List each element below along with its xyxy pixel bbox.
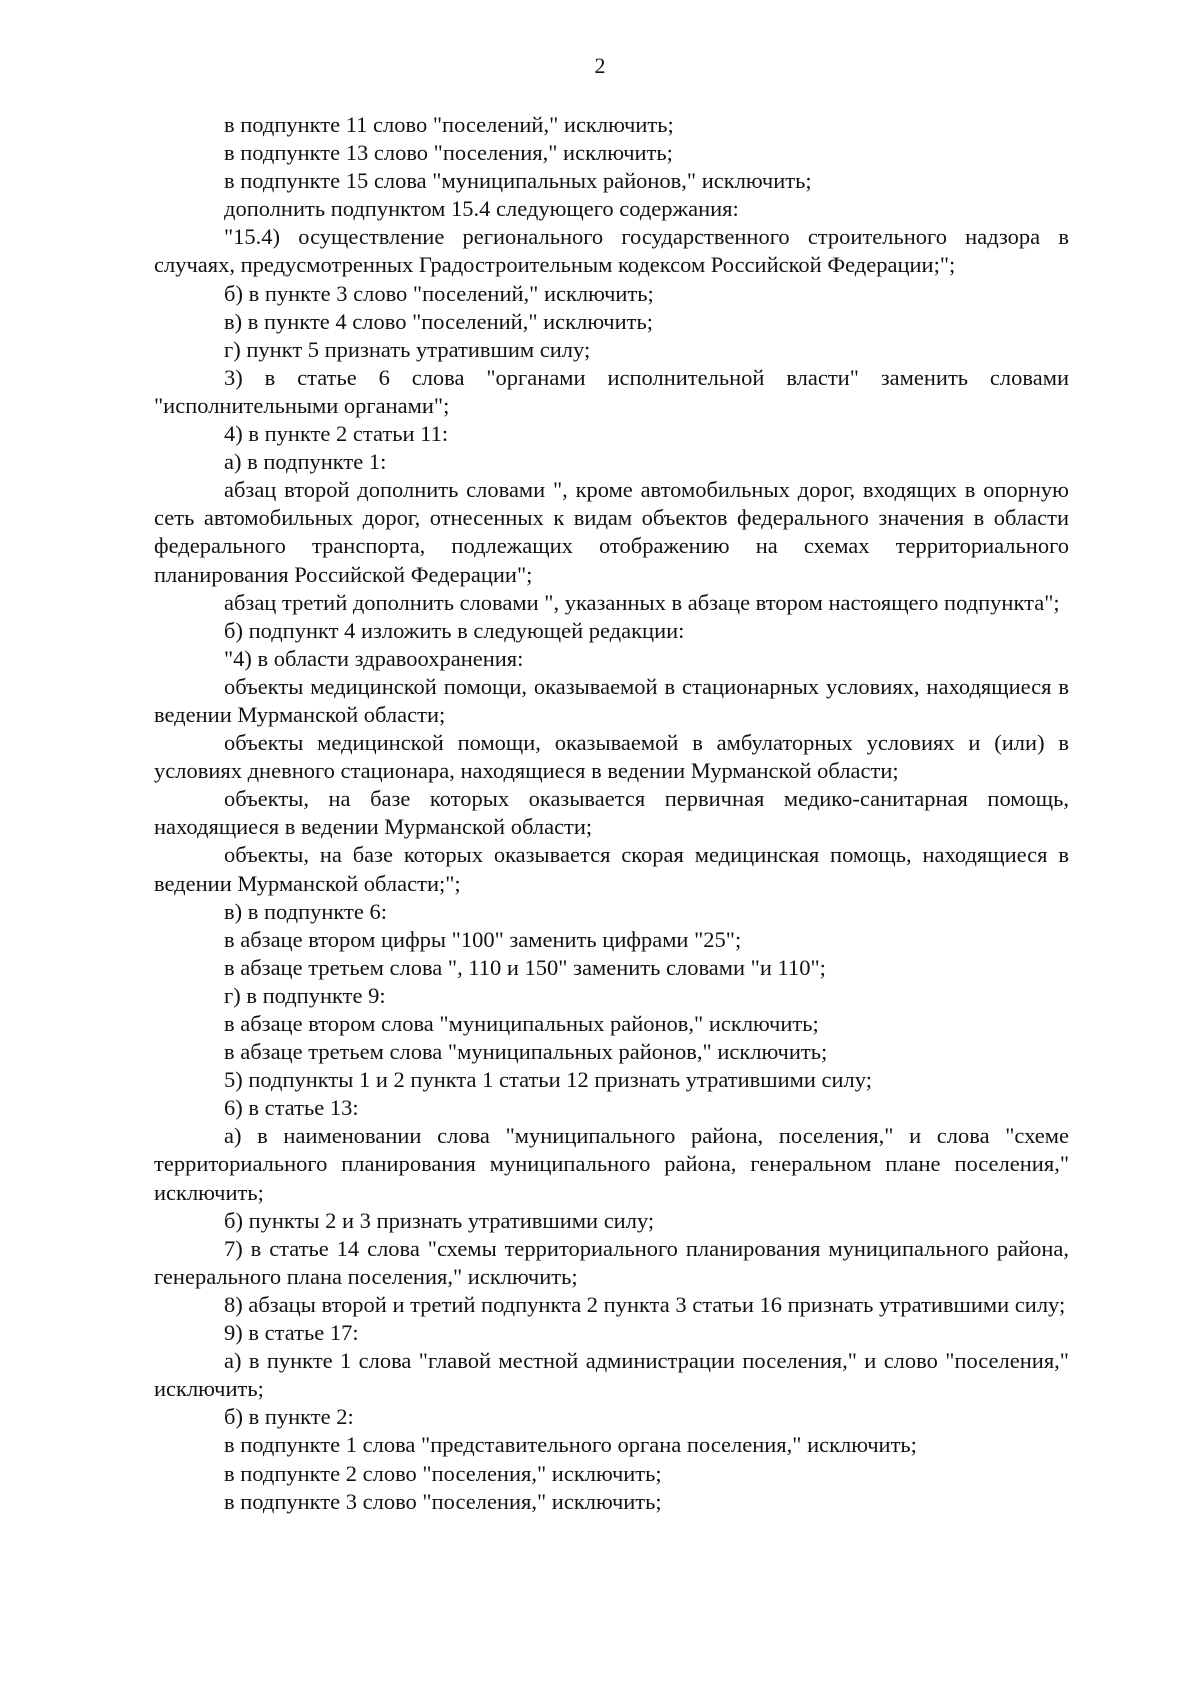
paragraph: 5) подпункты 1 и 2 пункта 1 статьи 12 признать утратившими силу; <box>224 1067 872 1093</box>
paragraph: 4) в пункте 2 статьи 11: <box>224 421 449 447</box>
paragraph: в подпункте 1 слова "представительного органа поселения," исключить; <box>224 1432 917 1458</box>
paragraph: 9) в статье 17: <box>224 1320 359 1346</box>
paragraph: а) в пункте 1 слова "главой местной администрации поселения," и слово "поселения," исключить; <box>154 1348 1069 1402</box>
paragraph: 8) абзацы второй и третий подпункта 2 пункта 3 статьи 16 признать утратившими силу; <box>224 1291 1066 1317</box>
paragraph: б) в пункте 2: <box>224 1404 354 1430</box>
paragraph: г) пункт 5 признать утратившим силу; <box>224 336 591 362</box>
paragraph: в абзаце втором слова "муниципальных районов," исключить; <box>224 1011 819 1036</box>
paragraph: б) подпункт 4 изложить в следующей редакции: <box>224 617 685 643</box>
paragraph: б) пункты 2 и 3 признать утратившими силу; <box>224 1207 655 1233</box>
paragraph: в абзаце третьем слова "муниципальных районов," исключить; <box>224 1039 828 1065</box>
paragraph: абзац третий дополнить словами ", указанных в абзаце втором настоящего подпункта"; <box>224 589 1060 615</box>
paragraph: г) в подпункте 9: <box>224 982 386 1008</box>
paragraph: в подпункте 15 слова "муниципальных районов," исключить; <box>224 168 812 194</box>
paragraph: 3) в статье 6 слова "органами исполнительной власти" заменить словами "исполнительными органами"; <box>154 364 1069 418</box>
paragraph: "4) в области здравоохранения: <box>224 645 524 671</box>
paragraph: объекты медицинской помощи, оказываемой в амбулаторных условиях и (или) в условиях дневного стационара, находящиеся в ведении Мурманской области; <box>154 730 1069 784</box>
paragraph: в подпункте 11 слово "поселений," исключить; <box>224 112 674 137</box>
paragraph: объекты, на базе которых оказывается первичная медико-санитарная помощь, находящиеся в ведении Мурманской области; <box>154 786 1069 840</box>
paragraph: а) в подпункте 1: <box>224 449 387 475</box>
paragraph: а) в наименовании слова "муниципального района, поселения," и слова "схеме территориального планирования муниципального района, генеральном плане поселения," исключить; <box>154 1123 1069 1205</box>
paragraph: абзац второй дополнить словами ", кроме автомобильных дорог, входящих в опорную сеть автомобильных дорог, отнесенных к видам объектов федерального значения в области федерального транспорта, подлежащих отображению на схемах территориального планирования Российской Федерации"; <box>154 477 1069 587</box>
paragraph: в) в пункте 4 слово "поселений," исключить; <box>224 308 653 334</box>
paragraph: в подпункте 2 слово "поселения," исключить; <box>224 1460 662 1486</box>
document-body <box>154 111 1069 1516</box>
paragraph: в абзаце третьем слова ", 110 и 150" заменить словами "и 110"; <box>224 954 826 980</box>
paragraph: в подпункте 3 слово "поселения," исключить; <box>224 1488 662 1514</box>
paragraph: в) в подпункте 6: <box>224 898 387 924</box>
paragraph: дополнить подпунктом 15.4 следующего содержания: <box>224 196 739 222</box>
paragraph: в подпункте 13 слово "поселения," исключить; <box>224 140 673 166</box>
paragraph: объекты, на базе которых оказывается скорая медицинская помощь, находящиеся в ведении Мурманской области;"; <box>154 842 1069 896</box>
paragraph: в абзаце втором цифры "100" заменить цифрами "25"; <box>224 926 742 952</box>
page-number: 2 <box>594 53 606 78</box>
paragraph: 7) в статье 14 слова "схемы территориального планирования муниципального района, генерального плана поселения," исключить; <box>154 1235 1069 1289</box>
paragraph: 6) в статье 13: <box>224 1095 359 1121</box>
paragraph: б) в пункте 3 слово "поселений," исключить; <box>224 280 654 306</box>
paragraph: "15.4) осуществление регионального государственного строительного надзора в случаях, предусмотренных Градостроительным кодексом Российской Федерации;"; <box>154 224 1069 278</box>
paragraph: объекты медицинской помощи, оказываемой в стационарных условиях, находящиеся в ведении Мурманской области; <box>154 673 1069 727</box>
